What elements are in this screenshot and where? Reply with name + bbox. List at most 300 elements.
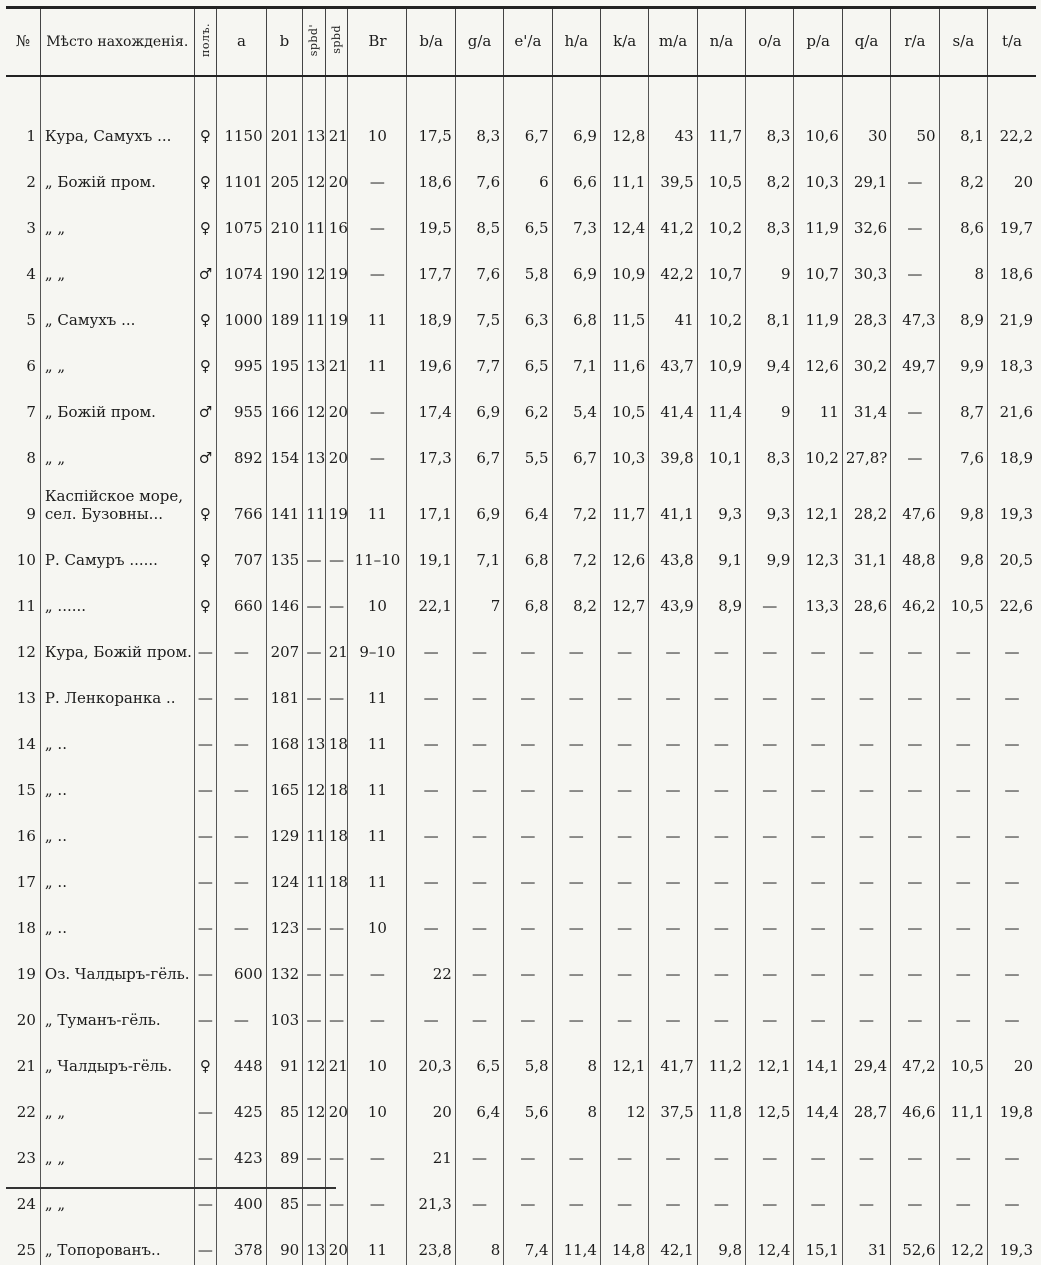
ratio-cell: —	[407, 621, 455, 667]
spbd-prime-cell: 11	[303, 197, 326, 243]
br-cell: —	[348, 1173, 407, 1219]
ratio-cell: —	[987, 667, 1036, 713]
ratio-cell: 6,8	[552, 289, 600, 335]
spbd-prime-cell: —	[303, 667, 326, 713]
row-number: 24	[16, 1195, 36, 1213]
sex-cell: —	[194, 851, 217, 897]
b-cell: 91	[266, 1035, 303, 1081]
row-number: 1	[26, 127, 36, 145]
bottom-rule	[6, 1187, 336, 1189]
ratio-cell: 12,3	[794, 529, 842, 575]
ratio-cell: 17,3	[407, 427, 455, 473]
sex-cell: ♀	[194, 151, 217, 197]
ratio-cell: 10,1	[697, 427, 745, 473]
ratio-cell: 12,1	[794, 473, 842, 529]
ratio-cell: 10,6	[794, 105, 842, 151]
ratio-cell: 6	[504, 151, 552, 197]
row-number: 13	[16, 689, 36, 707]
a-cell: 766	[217, 473, 266, 529]
a-cell: 448	[217, 1035, 266, 1081]
br-cell: 10	[348, 897, 407, 943]
ratio-cell: 7,6	[455, 151, 503, 197]
ratio-cell: —	[794, 667, 842, 713]
header-a: a	[217, 8, 266, 77]
spbd-cell: —	[325, 1127, 348, 1173]
br-cell: 10	[348, 575, 407, 621]
ratio-cell: 8	[939, 243, 987, 289]
spbd-cell: 19	[325, 289, 348, 335]
ratio-cell: 18,3	[987, 335, 1036, 381]
header-ratio: s/a	[939, 8, 987, 77]
place-cell	[40, 529, 194, 575]
ratio-cell: —	[552, 897, 600, 943]
ratio-cell: 30,3	[842, 243, 890, 289]
ratio-cell: 29,1	[842, 151, 890, 197]
ratio-cell: 13,3	[794, 575, 842, 621]
ratio-cell: 7	[455, 575, 503, 621]
ratio-cell: 8	[552, 1081, 600, 1127]
spbd-prime-cell: 11	[303, 473, 326, 529]
ratio-cell: —	[455, 759, 503, 805]
row-number: 14	[16, 735, 36, 753]
table-row	[6, 243, 1036, 289]
a-cell: 400	[217, 1173, 266, 1219]
place-cell	[40, 667, 194, 713]
ratio-cell: 41,7	[649, 1035, 697, 1081]
ratio-cell: 8,2	[746, 151, 794, 197]
ratio-cell: 12,7	[600, 575, 648, 621]
ratio-cell: 12,2	[939, 1219, 987, 1265]
ratio-cell: —	[842, 713, 890, 759]
ratio-cell: 29,4	[842, 1035, 890, 1081]
table-row	[6, 575, 1036, 621]
spbd-cell: 21	[325, 105, 348, 151]
place-cell	[40, 851, 194, 897]
ratio-cell: —	[552, 805, 600, 851]
ratio-cell: —	[552, 989, 600, 1035]
ratio-cell: 11,6	[600, 335, 648, 381]
ratio-cell: 20,5	[987, 529, 1036, 575]
ratio-cell: 8,3	[455, 105, 503, 151]
ratio-cell: 11,8	[697, 1081, 745, 1127]
row-number: 19	[16, 965, 36, 983]
ratio-cell: 11,7	[600, 473, 648, 529]
spbd-prime-cell: 11	[303, 289, 326, 335]
ratio-cell: —	[939, 805, 987, 851]
ratio-cell: 6,5	[504, 197, 552, 243]
ratio-cell: —	[842, 621, 890, 667]
table-row	[6, 1173, 1036, 1219]
b-cell: 85	[266, 1081, 303, 1127]
table-row	[6, 151, 1036, 197]
ratio-cell: —	[552, 759, 600, 805]
ratio-cell: 7,4	[504, 1219, 552, 1265]
ratio-cell: —	[455, 989, 503, 1035]
place-line: „ „	[44, 1195, 66, 1213]
ratio-cell: 8,2	[939, 151, 987, 197]
a-cell: 660	[217, 575, 266, 621]
ratio-cell: —	[939, 621, 987, 667]
b-cell: 141	[266, 473, 303, 529]
spbd-prime-cell: 11	[303, 851, 326, 897]
ratio-cell: 6,3	[504, 289, 552, 335]
spbd-cell: 21	[325, 621, 348, 667]
ratio-cell: —	[746, 1127, 794, 1173]
ratio-cell: 12,5	[746, 1081, 794, 1127]
place-line: „ „	[44, 265, 66, 283]
ratio-cell: 8,3	[746, 197, 794, 243]
table-row	[6, 805, 1036, 851]
ratio-cell: 6,7	[455, 427, 503, 473]
place-line: „ Самухъ ...	[44, 311, 136, 329]
ratio-cell: 20,3	[407, 1035, 455, 1081]
ratio-cell: —	[939, 943, 987, 989]
sex-cell: ♀	[194, 335, 217, 381]
ratio-cell: —	[746, 713, 794, 759]
ratio-cell: —	[987, 713, 1036, 759]
ratio-cell: 12,1	[600, 1035, 648, 1081]
a-cell: —	[217, 851, 266, 897]
ratio-cell: 12,4	[600, 197, 648, 243]
table-row	[6, 713, 1036, 759]
spbd-prime-cell: 13	[303, 335, 326, 381]
ratio-cell: —	[600, 943, 648, 989]
spbd-cell: 21	[325, 335, 348, 381]
ratio-cell: —	[649, 1127, 697, 1173]
ratio-cell: —	[504, 759, 552, 805]
ratio-cell: —	[891, 897, 939, 943]
table-row	[6, 851, 1036, 897]
ratio-cell: 49,7	[891, 335, 939, 381]
measurement-table	[6, 6, 1036, 1265]
ratio-cell: 9,9	[939, 335, 987, 381]
ratio-cell: 12,4	[746, 1219, 794, 1265]
ratio-cell: 8,9	[697, 575, 745, 621]
table-row	[6, 759, 1036, 805]
a-cell: 1000	[217, 289, 266, 335]
br-cell: 11	[348, 805, 407, 851]
br-cell: 11	[348, 759, 407, 805]
ratio-cell: 6,4	[455, 1081, 503, 1127]
ratio-cell: 8,1	[939, 105, 987, 151]
ratio-cell: —	[455, 1127, 503, 1173]
ratio-cell: —	[455, 897, 503, 943]
ratio-cell: —	[939, 667, 987, 713]
ratio-cell: 12,6	[600, 529, 648, 575]
ratio-cell: 11,9	[794, 289, 842, 335]
b-cell: 103	[266, 989, 303, 1035]
ratio-cell: 10,5	[939, 1035, 987, 1081]
ratio-cell: 19,5	[407, 197, 455, 243]
spbd-prime-cell: —	[303, 897, 326, 943]
ratio-cell: —	[939, 989, 987, 1035]
ratio-cell: —	[794, 851, 842, 897]
header-ratio: e'/a	[504, 8, 552, 77]
ratio-cell: 41,1	[649, 473, 697, 529]
ratio-cell: —	[746, 759, 794, 805]
ratio-cell: 22,2	[987, 105, 1036, 151]
b-cell: 207	[266, 621, 303, 667]
ratio-cell: —	[746, 621, 794, 667]
ratio-cell: 11,4	[552, 1219, 600, 1265]
ratio-cell: —	[939, 713, 987, 759]
spbd-prime-cell: 13	[303, 1219, 326, 1265]
ratio-cell: 8,5	[455, 197, 503, 243]
place-cell	[40, 759, 194, 805]
ratio-cell: —	[649, 667, 697, 713]
spbd-cell: —	[325, 575, 348, 621]
place-line: „ Божій пром.	[44, 403, 156, 421]
ratio-cell: 12	[600, 1081, 648, 1127]
place-line: Каспійское море,	[44, 487, 184, 505]
ratio-cell: 11,7	[697, 105, 745, 151]
spbd-cell: —	[325, 943, 348, 989]
b-cell: 166	[266, 381, 303, 427]
ratio-cell: —	[891, 713, 939, 759]
ratio-cell: 46,6	[891, 1081, 939, 1127]
table-row	[6, 529, 1036, 575]
br-cell: 11	[348, 289, 407, 335]
a-cell: —	[217, 989, 266, 1035]
ratio-cell: 10,5	[600, 381, 648, 427]
place-cell	[40, 575, 194, 621]
b-cell: 146	[266, 575, 303, 621]
row-number: 2	[26, 173, 36, 191]
a-cell: 1074	[217, 243, 266, 289]
ratio-cell: 5,8	[504, 243, 552, 289]
place-line: „ ..	[44, 827, 67, 845]
ratio-cell: 21,6	[987, 381, 1036, 427]
ratio-cell: —	[504, 621, 552, 667]
ratio-cell: 19,3	[987, 1219, 1036, 1265]
ratio-cell: 19,7	[987, 197, 1036, 243]
ratio-cell: 20	[407, 1081, 455, 1127]
table-row	[6, 381, 1036, 427]
ratio-cell: —	[407, 759, 455, 805]
place-cell	[40, 713, 194, 759]
ratio-cell: 11,1	[939, 1081, 987, 1127]
ratio-cell: 28,6	[842, 575, 890, 621]
ratio-cell: 31,1	[842, 529, 890, 575]
ratio-cell: 12,1	[746, 1035, 794, 1081]
b-cell: 210	[266, 197, 303, 243]
row-number: 23	[16, 1149, 36, 1167]
spbd-cell: —	[325, 1173, 348, 1219]
place-cell	[40, 943, 194, 989]
ratio-cell: —	[600, 667, 648, 713]
ratio-cell: —	[891, 759, 939, 805]
a-cell: 378	[217, 1219, 266, 1265]
header-place: Мѣсто нахожденія.	[40, 8, 194, 77]
ratio-cell: 8,3	[746, 105, 794, 151]
row-number: 18	[16, 919, 36, 937]
row-number: 15	[16, 781, 36, 799]
ratio-cell: —	[455, 805, 503, 851]
table-row	[6, 1219, 1036, 1265]
ratio-cell: —	[504, 713, 552, 759]
sex-cell: —	[194, 989, 217, 1035]
place-line: „ „	[44, 449, 66, 467]
spbd-cell: 20	[325, 151, 348, 197]
spbd-prime-cell: —	[303, 529, 326, 575]
ratio-cell: —	[649, 759, 697, 805]
ratio-cell: —	[891, 851, 939, 897]
br-cell: 10	[348, 105, 407, 151]
ratio-cell: —	[552, 851, 600, 897]
ratio-cell: 43	[649, 105, 697, 151]
b-cell: 132	[266, 943, 303, 989]
header-ratio: p/a	[794, 8, 842, 77]
ratio-cell: —	[600, 621, 648, 667]
ratio-cell: —	[939, 1127, 987, 1173]
ratio-cell: 6,2	[504, 381, 552, 427]
row-number: 22	[16, 1103, 36, 1121]
ratio-cell: 17,7	[407, 243, 455, 289]
ratio-cell: 30	[842, 105, 890, 151]
ratio-cell: —	[407, 805, 455, 851]
place-line: Кура, Самухъ ...	[44, 127, 172, 145]
header-spbd-prime: spbd'	[303, 8, 326, 77]
ratio-cell: —	[794, 1173, 842, 1219]
ratio-cell: 10,2	[697, 197, 745, 243]
sex-cell: ♀	[194, 575, 217, 621]
ratio-cell: —	[746, 943, 794, 989]
place-line: „ Божій пром.	[44, 173, 156, 191]
ratio-cell: 43,9	[649, 575, 697, 621]
ratio-cell: 39,8	[649, 427, 697, 473]
place-line: „ Туманъ-гёль.	[44, 1011, 161, 1029]
ratio-cell: —	[455, 1173, 503, 1219]
a-cell: 707	[217, 529, 266, 575]
row-number: 8	[26, 449, 36, 467]
ratio-cell: 10,9	[697, 335, 745, 381]
spbd-prime-cell: 12	[303, 1081, 326, 1127]
ratio-cell: 19,3	[987, 473, 1036, 529]
ratio-cell: 8	[455, 1219, 503, 1265]
sex-cell: —	[194, 621, 217, 667]
ratio-cell: 47,3	[891, 289, 939, 335]
row-number: 7	[26, 403, 36, 421]
ratio-cell: —	[455, 851, 503, 897]
ratio-cell: —	[697, 851, 745, 897]
ratio-cell: —	[987, 943, 1036, 989]
place-line: „ „	[44, 1149, 66, 1167]
ratio-cell: 7,6	[939, 427, 987, 473]
br-cell: 10	[348, 1081, 407, 1127]
table-row	[6, 197, 1036, 243]
place-cell	[40, 197, 194, 243]
a-cell: 892	[217, 427, 266, 473]
ratio-cell: 5,5	[504, 427, 552, 473]
row-number: 6	[26, 357, 36, 375]
row-number: 16	[16, 827, 36, 845]
row-number: 3	[26, 219, 36, 237]
ratio-cell: 5,8	[504, 1035, 552, 1081]
b-cell: 85	[266, 1173, 303, 1219]
ratio-cell: —	[649, 989, 697, 1035]
a-cell: —	[217, 805, 266, 851]
ratio-cell: 9,4	[746, 335, 794, 381]
ratio-cell: —	[697, 621, 745, 667]
ratio-cell: 30,2	[842, 335, 890, 381]
place-cell	[40, 805, 194, 851]
br-cell: —	[348, 943, 407, 989]
row-number: 11	[16, 597, 36, 615]
a-cell: —	[217, 713, 266, 759]
place-cell	[40, 1173, 194, 1219]
table-row	[6, 943, 1036, 989]
place-line: „ „	[44, 219, 66, 237]
ratio-cell: 8	[552, 1035, 600, 1081]
ratio-cell: 6,7	[504, 105, 552, 151]
spbd-prime-cell: 12	[303, 243, 326, 289]
header-ratio: t/a	[987, 8, 1036, 77]
header-ratio: n/a	[697, 8, 745, 77]
spbd-prime-cell: —	[303, 1173, 326, 1219]
ratio-cell: —	[504, 943, 552, 989]
ratio-cell: 9,8	[939, 473, 987, 529]
ratio-cell: —	[891, 943, 939, 989]
ratio-cell: —	[697, 713, 745, 759]
sex-cell: ♂	[194, 427, 217, 473]
table-body	[6, 76, 1036, 1265]
ratio-cell: —	[794, 759, 842, 805]
ratio-cell: 19,1	[407, 529, 455, 575]
table-row	[6, 897, 1036, 943]
row-number: 20	[16, 1011, 36, 1029]
ratio-cell: —	[891, 427, 939, 473]
ratio-cell: —	[842, 851, 890, 897]
table-row	[6, 667, 1036, 713]
ratio-cell: —	[649, 943, 697, 989]
place-line: „ „	[44, 357, 66, 375]
ratio-cell: 18,6	[987, 243, 1036, 289]
ratio-cell: 17,1	[407, 473, 455, 529]
ratio-cell: —	[407, 989, 455, 1035]
sex-cell: —	[194, 667, 217, 713]
a-cell: 423	[217, 1127, 266, 1173]
sex-cell: ♀	[194, 197, 217, 243]
ratio-cell: 43,7	[649, 335, 697, 381]
header-num: №	[6, 8, 40, 77]
ratio-cell: 7,2	[552, 529, 600, 575]
ratio-cell: —	[407, 713, 455, 759]
sex-cell: ♀	[194, 529, 217, 575]
ratio-cell: —	[552, 621, 600, 667]
a-cell: 600	[217, 943, 266, 989]
ratio-cell: 9	[746, 243, 794, 289]
ratio-cell: —	[600, 1127, 648, 1173]
ratio-cell: —	[842, 1127, 890, 1173]
ratio-cell: 8,6	[939, 197, 987, 243]
ratio-cell: —	[891, 243, 939, 289]
ratio-cell: —	[746, 851, 794, 897]
a-cell: 1150	[217, 105, 266, 151]
b-cell: 89	[266, 1127, 303, 1173]
spbd-prime-cell: 13	[303, 105, 326, 151]
header-ratio: g/a	[455, 8, 503, 77]
ratio-cell: —	[794, 1127, 842, 1173]
ratio-cell: 18,9	[407, 289, 455, 335]
ratio-cell: 10,3	[600, 427, 648, 473]
ratio-cell: —	[697, 1127, 745, 1173]
b-cell: 135	[266, 529, 303, 575]
ratio-cell: —	[407, 851, 455, 897]
ratio-cell: 9,8	[697, 1219, 745, 1265]
sex-cell: —	[194, 1127, 217, 1173]
b-cell: 165	[266, 759, 303, 805]
table-row	[6, 335, 1036, 381]
